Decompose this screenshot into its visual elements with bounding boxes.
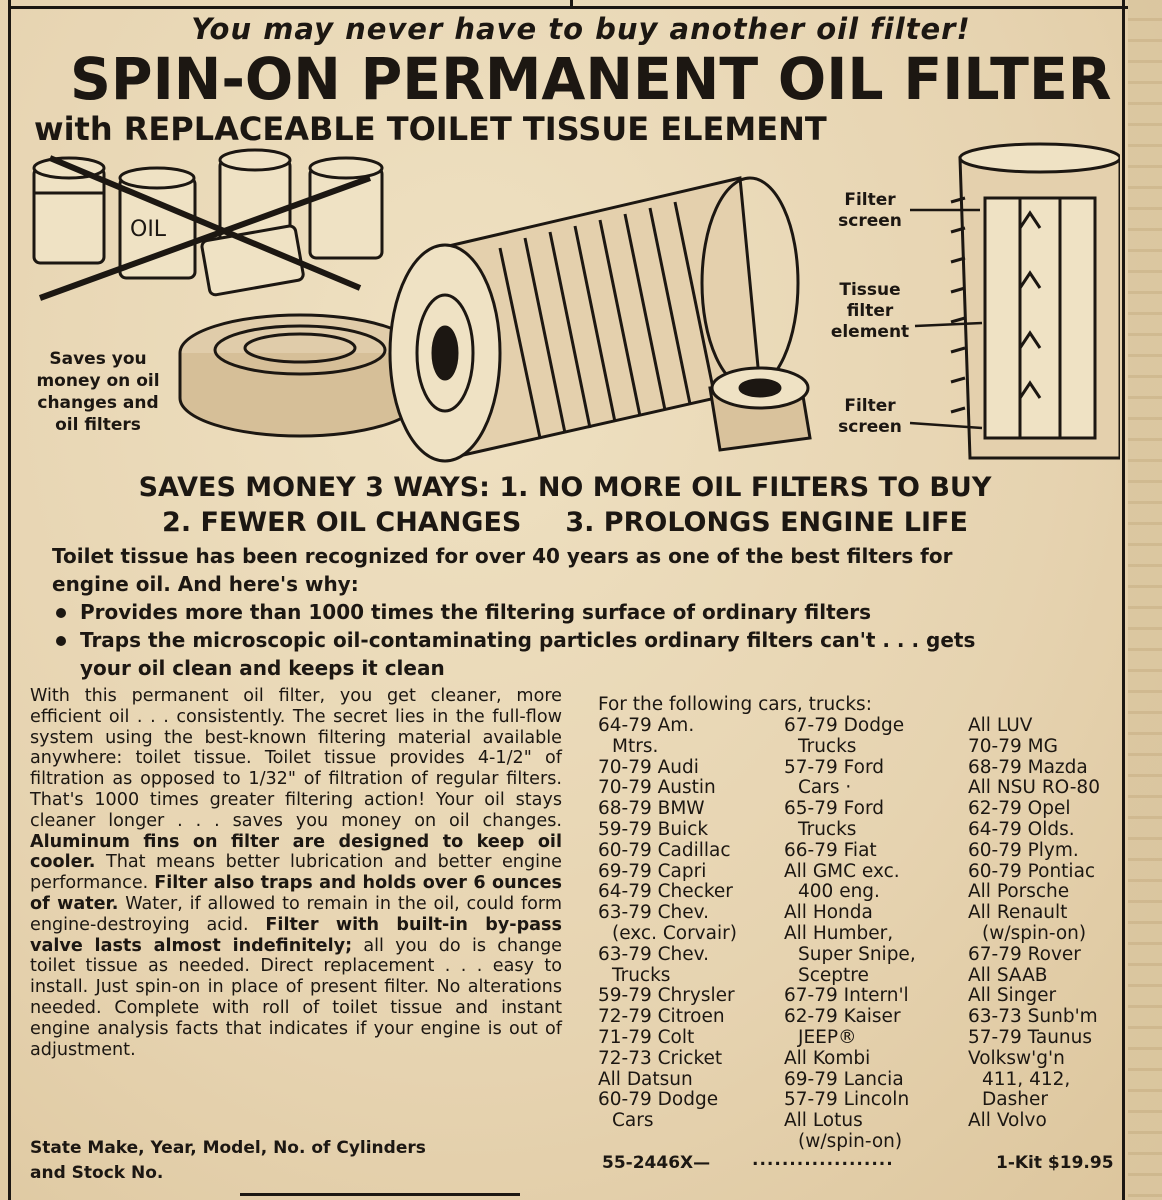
list-item: 70-79 Audi [598,756,699,778]
list-item: 60-79 Cadillac [598,839,731,861]
list-item: All SAAB [968,964,1048,986]
list-item: 70-79 Austin [598,777,716,799]
frame-rule-left [8,0,11,1200]
list-item: 72-79 Citroen [598,1006,725,1028]
order-instructions: State Make, Year, Model, No. of Cylinders and Stock No. [30,1138,426,1183]
svg-text:OIL: OIL [130,217,167,242]
compatibility-column-3 [968,716,1100,1132]
body-copy: With this permanent oil filter, you get cleaner, more efficient oil . . . consistently. The secret lies in the full-flow system using the best-known filtering material available anywhere: toilet tissue. Toilet tissue provides 4-1/2" of filtration as opposed to 1/32" of filtration of regular filters. That's 1000 times greater filtering action! Your oil stays cleaner longer . . . saves you money on oil changes. Aluminum fins on filter are designed to keep oil cooler. That means better lubrication and better engine performance. Filter also traps and holds over 6 ounces of water. Water, if allowed to remain in the oil, could form engine-destroying acid. Filter with built-in by-pass valve lasts almost indefinitely; all you do is change toilet tissue as needed. Direct replacement . . . easy to install. Just spin-on in place of present filter. No alterations needed. Complete with roll of toilet tissue and instant engine analysis facts that indicates if your engine is out of adjustment. [30,686,562,1060]
list-item: All Humber, [784,922,894,944]
bullet-icon [56,636,66,646]
list-item: (w/spin-on) [798,1130,903,1152]
callout-tissue-filter-element: Tissue filter element [830,280,910,342]
compatibility-column-2 [784,716,916,1153]
list-item: 59-79 Chrysler [598,985,735,1007]
list-item: Volksw'g'n [968,1047,1065,1069]
adjacent-page-bleed [1128,0,1162,1200]
list-item: Trucks [798,735,857,757]
oil-can-icon [120,168,195,278]
benefits-line-2: 2. FEWER OIL CHANGES 3. PROLONGS ENGINE LIFE [162,507,968,538]
list-item: Dasher [982,1089,1048,1111]
list-item: All Honda [784,902,873,924]
list-item: 71-79 Colt [598,1026,695,1048]
list-item: 64-79 Olds. [968,818,1075,840]
list-item: All Singer [968,985,1057,1007]
list-item: All Renault [968,902,1068,924]
list-item: 57-79 Taunus [968,1026,1093,1048]
list-item: 64-79 Am. [598,715,695,736]
list-item: 63-79 Chev. [598,943,710,965]
list-item: 57-79 Ford [784,756,884,778]
list-item: 57-79 Lincoln [784,1089,910,1111]
list-item: 400 eng. [798,881,880,903]
frame-rule-notch [570,0,573,9]
list-item: Mtrs. [612,735,659,757]
bullet-icon [56,608,66,618]
list-item: 67-79 Dodge [784,715,905,736]
list-item: 70-79 MG [968,735,1058,757]
list-item: 67-79 Intern'l [784,985,909,1007]
oil-filter-illustration [20,138,1120,468]
list-item: 62-79 Kaiser [784,1006,901,1028]
list-item: 63-79 Chev. [598,902,710,924]
kit-price: 1-Kit $19.95 [996,1153,1114,1173]
compatibility-heading: For the following cars, trucks: [598,694,872,715]
benefits-line-1: SAVES MONEY 3 WAYS: 1. NO MORE OIL FILTERS TO BUY [138,472,992,503]
frame-rule-right [1122,0,1125,1200]
list-item: All Porsche [968,881,1070,903]
list-item: 63-73 Sunb'm [968,1006,1098,1028]
list-item: All LUV [968,715,1033,736]
adapter-nut-icon [710,368,810,450]
savings-caption: Saves you money on oil changes and oil filters [36,349,160,435]
list-item: 66-79 Fiat [784,839,877,861]
list-item: 68-79 Mazda [968,756,1088,778]
list-item: 60-79 Pontiac [968,860,1096,882]
list-item: Traps the microscopic oil-contaminating particles ordinary filters can't . . . gets your oil clean and keeps it clean [52,626,1102,682]
list-item: 69-79 Lancia [784,1068,904,1090]
list-item: JEEP® [798,1026,857,1048]
list-item: All GMC exc. [784,860,900,882]
list-item: All Volvo [968,1110,1047,1132]
list-item: 62-79 Opel [968,798,1071,820]
stock-number: 55-2446X— [602,1153,711,1173]
benefit-bullets [52,598,1102,682]
frame-rule-top [8,6,1128,9]
list-item: Trucks [612,964,671,986]
list-item: All Kombi [784,1047,871,1069]
list-item: 411, 412, [982,1068,1071,1090]
list-item: Sceptre [798,964,869,986]
compatibility-column-1 [598,716,737,1132]
list-item: 64-79 Checker [598,881,733,903]
list-item: (w/spin-on) [982,922,1087,944]
oil-can-icon [310,158,382,258]
list-item: 59-79 Buick [598,818,709,840]
ad-tagline: You may never have to buy another oil filter! [191,12,971,46]
ad-subhead: with REPLACEABLE TOILET TISSUE ELEMENT [34,110,827,148]
ad-headline: SPIN-ON PERMANENT OIL FILTER [70,45,1112,113]
bottom-rule [240,1193,520,1196]
list-item: Cars · [798,777,852,799]
list-item: Super Snipe, [798,943,916,965]
list-item: 68-79 BMW [598,798,705,820]
disposable-filter-icon [180,315,420,436]
list-item: 72-73 Cricket [598,1047,723,1069]
list-item: Provides more than 1000 times the filtering surface of ordinary filters [52,598,1102,626]
cutaway-filter-icon [951,144,1120,458]
callout-filter-screen-bottom: Filter screen [838,396,902,437]
list-item: Cars [612,1110,654,1132]
list-item: (exc. Corvair) [612,922,737,944]
list-item: All Lotus [784,1110,863,1132]
intro-paragraph: Toilet tissue has been recognized for over 40 years as one of the best filters for engine oil. And here's why: [52,544,953,596]
list-item: 69-79 Capri [598,860,707,882]
list-item: All Datsun [598,1068,693,1090]
price-leader: ................... [752,1150,894,1170]
list-item: Trucks [798,818,857,840]
list-item: All NSU RO-80 [968,777,1100,799]
callout-filter-screen-top: Filter screen [838,190,902,231]
list-item: 60-79 Dodge [598,1089,719,1111]
list-item: 60-79 Plym. [968,839,1079,861]
list-item: 67-79 Rover [968,943,1081,965]
list-item: 65-79 Ford [784,798,884,820]
